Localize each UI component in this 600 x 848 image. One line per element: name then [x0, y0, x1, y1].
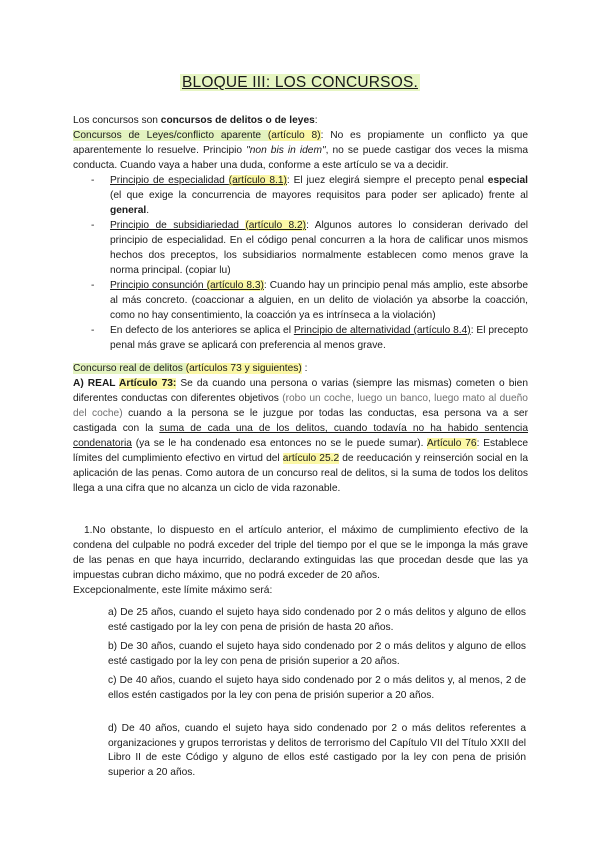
real-paragraph: A) REAL Artículo 73: Se da cuando una persona o varias (siempre las mismas) cometen o bien diferentes conductas con diferentes objetivos (robo un coche, luego un banco, luego mato al dueño del coche) cuando a la persona se le juzgue por todas las conductas, esa persona va a ser castigada con la suma de cada una de los delitos, cuando todavía no ha habido sentencia condenatoria (ya se le ha condenado esa entonces no se le puede sumar). Artículo 76: Establece límites del cumplimiento efectivo en virtud del artículo 25.2 de reeducación y reinserción social en la aplicación de las penas. Como autora de un concurso real de delitos, si la suma de todos los delitos llega a una cifra que no alcanza un ciclo de vida razonable. [73, 378, 528, 494]
law-item-a: a) De 25 años, cuando el sujeto haya sido condenado por 2 o más delitos y alguno de ellos esté castigado por la ley con pena de prisión de hasta 20 años. [108, 607, 526, 633]
law-item-b: b) De 30 años, cuando el sujeto haya sido condenado por 2 o más delitos y alguno de ellos esté castigado por la ley con pena de prisión superior a 20 años. [108, 641, 526, 667]
page-title: BLOQUE III: LOS CONCURSOS. [181, 74, 419, 91]
law-paragraph-1: 1.No obstante, lo dispuesto en el artículo anterior, el máximo de cumplimiento efectivo de la condena del culpable no podrá exceder del triple del tiempo por el que se le imponga la más grave de las penas en que haya incurrido, declarando extinguidas las que procedan desde que las ya impuestas cubran dicho máximo, que no podrá exceder de 20 años. [73, 525, 528, 581]
law-item-d: d) De 40 años, cuando el sujeto haya sido condenado por 2 o más delitos referentes a organizaciones y grupos terroristas y delitos de terrorismo del Capítulo VII del Título XXII del Libro II de este Código y alguno de ellos esté castigado por la ley con pena de prisión superior a 20 años. [108, 723, 526, 778]
list-item: - En defecto de los anteriores se aplica el Principio de alternatividad (artículo 8.4): El precepto penal más grave se aplicará con preferencia al menos grave. [91, 323, 528, 353]
law-item-c: c) De 40 años, cuando el sujeto haya sido condenado por 2 o más delitos y, al menos, 2 de ellos estén castigados por la ley con pena de prisión superior a 20 años. [108, 675, 526, 701]
law-paragraph-2: Excepcionalmente, este límite máximo será: [73, 585, 273, 596]
intro-line: Los concursos son concursos de delitos o de leyes: [73, 115, 318, 126]
leyes-paragraph: Concursos de Leyes/conflicto aparente (artículo 8): No es propiamente un conflicto ya que aparentemente lo resuelve. Principio "non bis in idem", no se puede castigar dos veces la misma conducta. Cuando vaya a haber una duda, conforme a este artículo se va a decidir. [73, 130, 528, 171]
list-item: - Principio consunción (artículo 8.3): Cuando hay un principio penal más amplio, este absorbe al más concreto. (coaccionar a alguien, en un delito de violación ya absorbe la coacción, como no hay consentimiento, la coacción ya es intrínseca a la violación) [91, 278, 528, 323]
principles-list [91, 173, 528, 353]
list-item: - Principio de subsidiariedad (artículo 8.2): Algunos autores lo consideran derivado del principio de especialidad. En el código penal concurren a la hora de calificar unos mismos hechos dos preceptos, los subsidiarios normalmente establecen como menos grave la norma principal. (copiar lu) [91, 218, 528, 278]
list-item: - Principio de especialidad (artículo 8.1): El juez elegirá siempre el precepto penal especial (el que exige la concurrencia de mayores requisitos para poder ser aplicado) frente al general. [91, 173, 528, 218]
real-heading: Concurso real de delitos (artículos 73 y siguientes) : [73, 363, 308, 374]
